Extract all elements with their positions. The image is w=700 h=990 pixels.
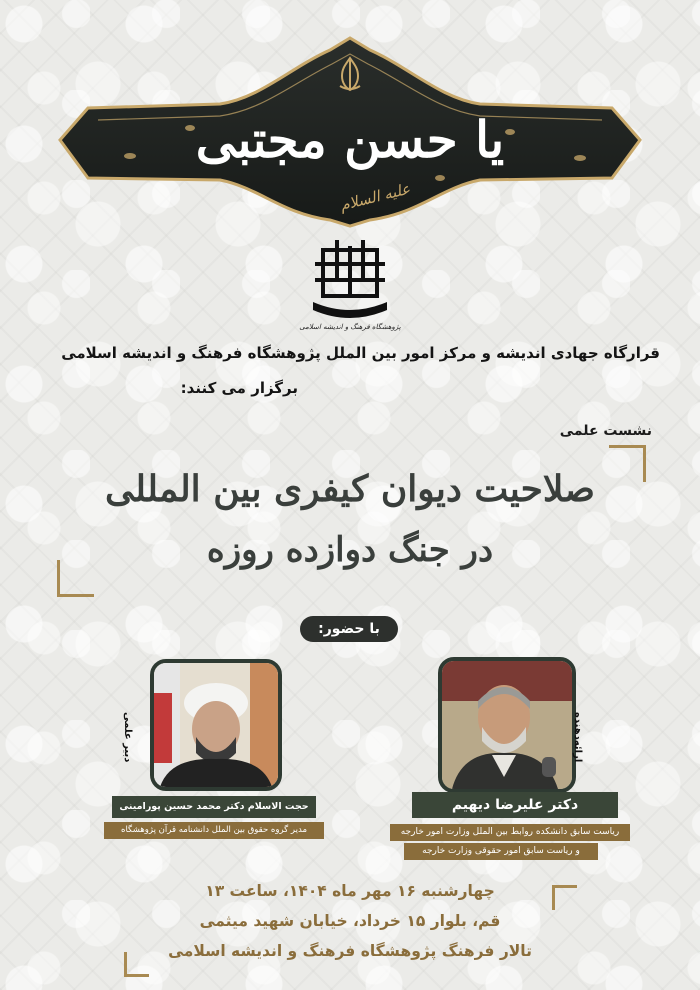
speaker-description: ریاست سابق دانشکده روابط بین الملل وزارت امور خارجه	[390, 824, 630, 841]
organizers-text: قرارگاه جهادی اندیشه و مرکز امور بین الملل پژوهشگاه فرهنگ و اندیشه اسلامی	[61, 344, 660, 362]
host-line: برگزار می کنند:	[180, 379, 298, 397]
presence-badge: با حضور:	[300, 616, 398, 642]
iran-emblem-icon	[334, 56, 366, 92]
event-address: قم، بلوار ۱۵ خرداد، خیابان شهید میثمی	[199, 912, 501, 930]
event-date: چهارشنبه ۱۶ مهر ماه ۱۴۰۴، ساعت ۱۳	[205, 882, 495, 900]
event-venue: تالار فرهنگ پژوهشگاه فرهنگ و اندیشه اسلامی	[168, 942, 532, 960]
main-title-line-2: در جنگ دوازده روزه	[206, 530, 494, 570]
institute-knot-logo-icon	[303, 236, 397, 332]
moderator-name: حجت الاسلام دکتر محمد حسین پورامینی	[112, 796, 316, 818]
logo-caption: پژوهشگاه فرهنگ و اندیشه اسلامی	[299, 323, 401, 331]
moderator-description: مدیر گروه حقوق بین الملل دانشنامه قرآن پژوهشگاه	[104, 822, 324, 839]
moderator-photo	[150, 659, 282, 791]
speaker-role: ارائه‌دهنده	[572, 712, 583, 763]
speaker-description: و ریاست سابق امور حقوقی وزارت خارجه	[404, 843, 598, 860]
corner-ornament	[124, 952, 149, 977]
main-title: صلاحیت دیوان کیفری بین المللی	[105, 468, 595, 510]
banner-subtitle: علیه السلام	[338, 179, 412, 215]
speaker-name: دکتر علیرضا دیهیم	[412, 792, 618, 818]
banner-title: یا حسن مجتبی	[195, 110, 505, 169]
session-type: نشست علمی	[559, 423, 652, 439]
corner-ornament	[57, 560, 94, 597]
speaker-photo	[438, 657, 576, 793]
moderator-role: دبیر علمی	[122, 712, 133, 763]
header-banner	[40, 28, 660, 228]
